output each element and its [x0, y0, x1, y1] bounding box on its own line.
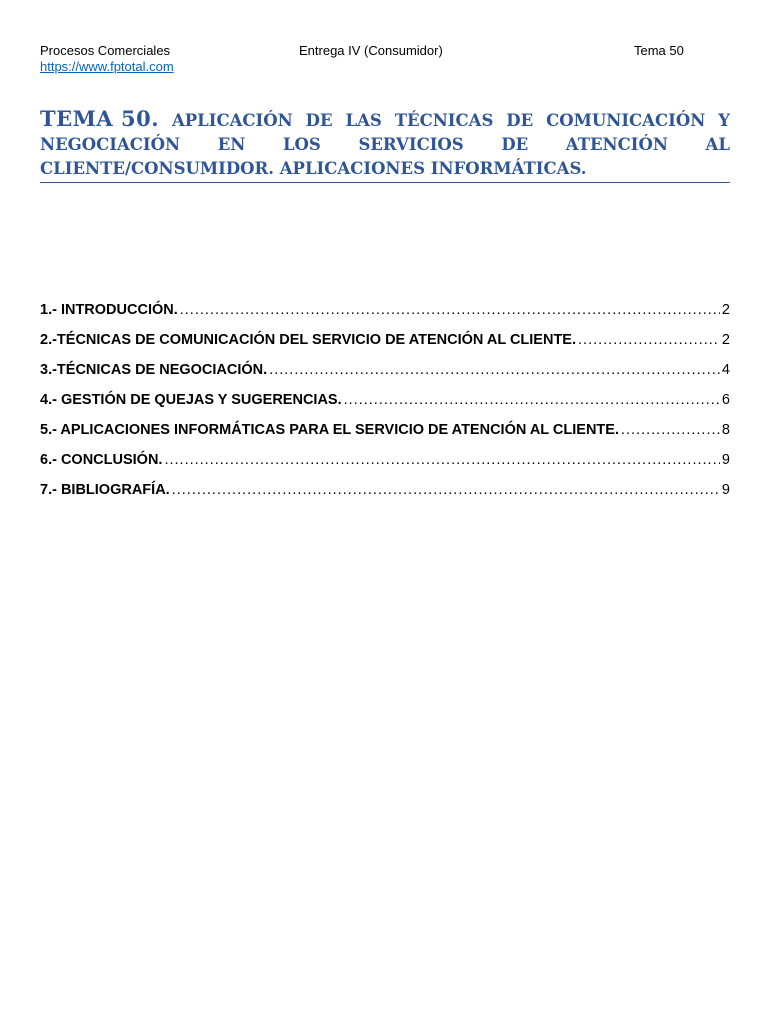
page-header — [40, 43, 730, 74]
title-word: TEMA 50. — [40, 106, 160, 131]
toc-page-number: 2 — [721, 332, 730, 348]
header-course-name: Procesos Comerciales — [40, 43, 171, 58]
title-word: TÉCNICAS — [394, 111, 494, 130]
toc-dot-leader — [269, 359, 720, 381]
table-of-contents — [40, 299, 730, 509]
title-word: APLICACIÓN — [171, 111, 293, 130]
toc-entry-introduccion[interactable] — [40, 299, 730, 329]
title-word: NEGOCIACIÓN — [40, 135, 181, 154]
toc-entry-label: 7.- BIBLIOGRAFÍA. — [40, 482, 170, 498]
toc-dot-leader — [621, 419, 720, 441]
toc-entry-tecnicas-comunicacion[interactable] — [40, 329, 730, 359]
toc-page-number: 9 — [721, 452, 730, 468]
title-word: ATENCIÓN — [565, 135, 668, 154]
header-website-link[interactable]: https://www.fptotal.com — [40, 59, 174, 74]
title-line-3 — [40, 157, 730, 181]
toc-entry-tecnicas-negociacion[interactable] — [40, 359, 730, 389]
toc-page-number: 2 — [721, 302, 730, 318]
document-title — [40, 107, 730, 183]
toc-entry-bibliografia[interactable] — [40, 479, 730, 509]
title-word: LOS — [282, 135, 321, 154]
title-line-1 — [40, 107, 730, 133]
toc-page-number: 6 — [721, 392, 730, 408]
toc-entry-conclusion[interactable] — [40, 449, 730, 479]
title-word: DE — [506, 111, 534, 130]
toc-entry-label: 2.-TÉCNICAS DE COMUNICACIÓN DEL SERVICIO DE ATENCIÓN AL CLIENTE. — [40, 332, 577, 348]
toc-entry-aplicaciones-informaticas[interactable] — [40, 419, 730, 449]
toc-page-number: 9 — [721, 482, 730, 498]
toc-dot-leader — [344, 389, 720, 411]
toc-entry-label: 4.- GESTIÓN DE QUEJAS Y SUGERENCIAS. — [40, 392, 342, 408]
title-word: LAS — [345, 111, 382, 130]
toc-dot-leader — [180, 299, 720, 321]
toc-dot-leader — [172, 479, 720, 501]
toc-page-number: 4 — [721, 362, 730, 378]
title-line-2 — [40, 133, 730, 157]
title-word: DE — [305, 111, 333, 130]
title-word: EN — [217, 135, 246, 154]
toc-dot-leader — [164, 449, 719, 471]
toc-entry-label: 3.-TÉCNICAS DE NEGOCIACIÓN. — [40, 362, 268, 378]
title-word: COMUNICACIÓN — [546, 111, 706, 130]
title-word: AL — [705, 135, 730, 154]
toc-page-number: 8 — [721, 422, 730, 438]
toc-entry-label: 6.- CONCLUSIÓN. — [40, 452, 163, 468]
toc-dot-leader — [578, 329, 720, 351]
title-word: DE — [501, 135, 529, 154]
header-topic-number: Tema 50 — [634, 43, 684, 58]
header-delivery-name: Entrega IV (Consumidor) — [299, 43, 443, 58]
title-word: CLIENTE/CONSUMIDOR. APLICACIONES INFORMÁTICAS. — [40, 159, 587, 178]
toc-entry-label: 5.- APLICACIONES INFORMÁTICAS PARA EL SERVICIO DE ATENCIÓN AL CLIENTE. — [40, 422, 619, 438]
title-word: SERVICIOS — [358, 135, 464, 154]
toc-entry-gestion-quejas[interactable] — [40, 389, 730, 419]
toc-entry-label: 1.- INTRODUCCIÓN. — [40, 302, 178, 318]
title-word: Y — [718, 111, 730, 130]
